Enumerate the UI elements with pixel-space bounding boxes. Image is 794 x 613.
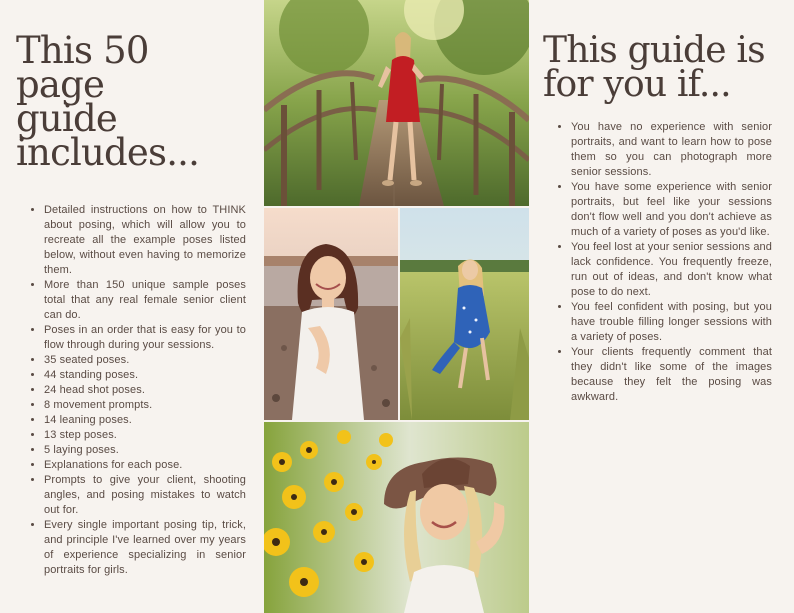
list-item: • More than 150 unique sample poses total that any real female senior client can do. — [44, 278, 246, 323]
left-heading-line-3: includes... — [16, 131, 200, 174]
list-item: • 8 movement prompts. — [44, 398, 246, 413]
list-item: • You feel confident with posing, but you have trouble filling longer sessions with a variety of poses. — [571, 300, 772, 345]
list-item: • 13 step poses. — [44, 428, 246, 443]
right-heading-line-1: This guide is — [543, 30, 765, 71]
bridge-portrait-photo — [264, 0, 529, 206]
list-item: • 35 seated poses. — [44, 353, 246, 368]
guide-audience-list — [543, 120, 772, 405]
right-panel — [529, 0, 794, 613]
list-item: • 5 laying poses. — [44, 443, 246, 458]
list-item: • You have no experience with senior portraits, and want to learn how to pose them so you can photograph more senior sessions. — [571, 120, 772, 180]
hat-portrait-photo — [264, 422, 529, 613]
right-heading — [543, 30, 772, 105]
list-item: • 44 standing poses. — [44, 368, 246, 383]
field-portrait-photo — [400, 208, 529, 420]
list-item: • Prompts to give your client, shooting angles, and posing mistakes to watch out for. — [44, 473, 246, 518]
left-heading — [16, 29, 246, 174]
left-heading-line-2: guide — [16, 97, 117, 140]
left-panel — [0, 0, 264, 613]
list-item: • Poses in an order that is easy for you to flow through during your sessions. — [44, 323, 246, 353]
list-item: • Your clients frequently comment that they didn't like some of the images because they felt the posing was awkward. — [571, 345, 772, 405]
lakeside-portrait-photo — [264, 208, 398, 420]
list-item: • 24 head shot poses. — [44, 383, 246, 398]
guide-includes-list — [16, 203, 246, 578]
list-item: • Explanations for each pose. — [44, 458, 246, 473]
list-item: • Every single important posing tip, trick, and principle I've learned over my years of experience specializing in senior portraits for girls. — [44, 518, 246, 578]
list-item: • 14 leaning poses. — [44, 413, 246, 428]
right-heading-line-2: for you if... — [543, 64, 731, 105]
left-heading-line-1: This 50 page — [16, 29, 149, 106]
list-item: • Detailed instructions on how to THINK about posing, which will allow you to recreate all the example poses listed below, without even having to memorize them. — [44, 203, 246, 278]
list-item: • You have some experience with senior portraits, but feel like your sessions don't flow well and you don't achieve as much of a variety of poses as you'd like. — [571, 180, 772, 240]
list-item: • You feel lost at your senior sessions and lack confidence. You frequently freeze, run out of ideas, and don't know what pose to do next. — [571, 240, 772, 300]
